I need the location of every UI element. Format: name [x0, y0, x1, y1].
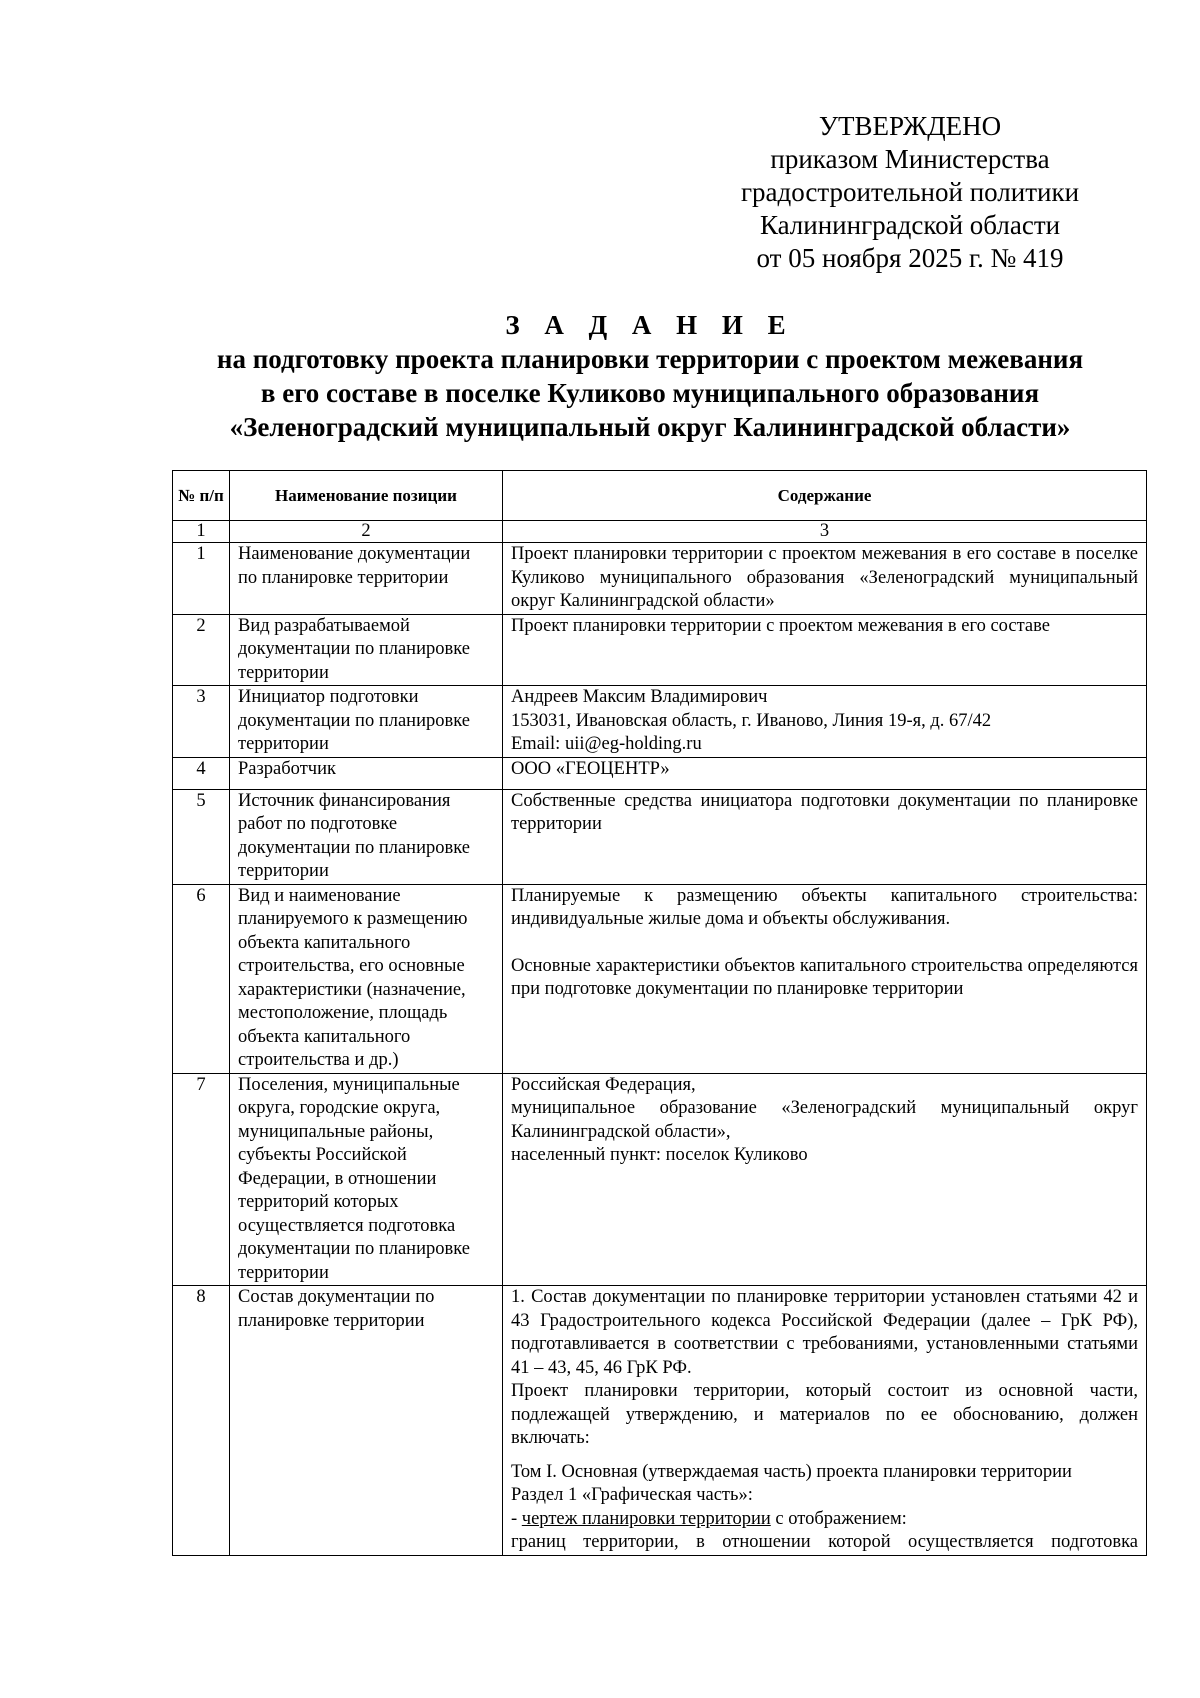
row-content — [503, 884, 1147, 1073]
row-name: Состав документации по планировке территории — [230, 1286, 503, 1556]
row-content-text: Проект планировки территории с проектом межевания в его составе — [511, 615, 1050, 636]
section-title: Раздел 1 «Графическая часть»: — [511, 1485, 753, 1505]
row-content — [503, 1286, 1147, 1556]
row-num: 1 — [173, 543, 230, 615]
row-content — [503, 757, 1147, 789]
table-row — [173, 1073, 1147, 1286]
bullet-link-text: чертеж планировки территории — [521, 1508, 771, 1529]
bullet-item — [511, 1508, 1138, 1532]
initiator-email: Email: uii@eg-holding.ru — [511, 734, 702, 754]
approval-block — [720, 110, 1100, 275]
row-num: 4 — [173, 757, 230, 789]
row-content-text: Собственные средства инициатора подготовки документации по планировке территории — [511, 790, 1138, 834]
row-content-text: Планируемые к размещению объекты капитального строительства: индивидуальные жилые дома и объекты обслуживания. — [511, 885, 1138, 929]
initiator-name: Андреев Максим Владимирович — [511, 687, 768, 707]
table-index-row — [173, 521, 1147, 543]
row-num: 3 — [173, 686, 230, 758]
table-row — [173, 789, 1147, 884]
header-content: Содержание — [503, 471, 1147, 521]
table-row — [173, 884, 1147, 1073]
row-name: Разработчик — [230, 757, 503, 789]
row-name: Вид и наименование планируемого к размещению объекта капитального строительства, его основные характеристики (назначение, местоположение, площадь объекта капитального строительства и др.) — [230, 884, 503, 1073]
row-num: 8 — [173, 1286, 230, 1556]
table-row — [173, 543, 1147, 615]
bullet-suffix: с отображением: — [770, 1508, 907, 1529]
task-table — [172, 470, 1147, 1556]
index-cell: 3 — [503, 521, 1147, 543]
row-content-text: муниципальное образование «Зеленоградский муниципальный округ Калининградской области», — [511, 1098, 1138, 1142]
title-line-2: в его составе в поселке Куликово муниципального образования — [260, 378, 1040, 408]
row-content-text: населенный пункт: поселок Куликово — [511, 1145, 808, 1165]
row-content-text: Российская Федерация, — [511, 1074, 696, 1095]
index-cell: 2 — [230, 521, 503, 543]
header-name: Наименование позиции — [230, 471, 503, 521]
volume-title: Том I. Основная (утверждаемая часть) проекта планировки территории — [511, 1461, 1072, 1482]
row-name: Инициатор подготовки документации по планировке территории — [230, 686, 503, 758]
approval-order: приказом Министерства — [770, 144, 1050, 174]
row-num: 5 — [173, 789, 230, 884]
table-header-row — [173, 471, 1147, 521]
initiator-address: 153031, Ивановская область, г. Иваново, Линия 19-я, д. 67/42 — [511, 710, 992, 731]
approval-status: УТВЕРЖДЕНО — [818, 111, 1002, 141]
row-name: Поселения, муниципальные округа, городские округа, муниципальные районы, субъекты Российской Федерации, в отношении территорий которых осуществляется подготовка документации по планировке территории — [230, 1073, 503, 1286]
row-content — [503, 543, 1147, 615]
row-num: 2 — [173, 614, 230, 686]
approval-region: Калининградской области — [759, 210, 1061, 240]
row-content — [503, 789, 1147, 884]
title-heading: З А Д А Н И Е — [505, 310, 795, 340]
bullet-dash: - — [511, 1508, 522, 1529]
row-content — [503, 1073, 1147, 1286]
row-name: Вид разрабатываемой документации по планировке территории — [230, 614, 503, 686]
row-content — [503, 614, 1147, 686]
row-content-text: Проект планировки территории с проектом межевания в его составе в поселке Куликово муниципального образования «Зеленоградский муниципальный округ Калининградской области» — [511, 544, 1138, 611]
row-content-text: границ территории, в отношении которой осуществляется подготовка — [511, 1532, 1138, 1552]
table-row — [173, 686, 1147, 758]
index-cell: 1 — [173, 521, 230, 543]
row-content-text: 1. Состав документации по планировке территории установлен статьями 42 и 43 Градостроительного кодекса Российской Федерации (далее – ГрК РФ), подготавливается в соответствии с требованиями, установленными статьями 41 – 43, 45, 46 ГрК РФ. — [511, 1287, 1138, 1378]
row-content-text: Основные характеристики объектов капитального строительства определяются при подготовке документации по планировке территории — [511, 955, 1138, 999]
header-num: № п/п — [173, 471, 230, 521]
row-num: 6 — [173, 884, 230, 1073]
row-content-text: Проект планировки территории, который состоит из основной части, подлежащей утверждению, и материалов по ее обоснованию, должен включать: — [511, 1381, 1138, 1448]
table-row — [173, 757, 1147, 789]
row-name: Наименование документации по планировке территории — [230, 543, 503, 615]
row-num: 7 — [173, 1073, 230, 1286]
row-content — [503, 686, 1147, 758]
table-row — [173, 1286, 1147, 1556]
title-line-1: на подготовку проекта планировки территории с проектом межевания — [216, 344, 1084, 374]
approval-ministry: градостроительной политики — [740, 177, 1080, 207]
approval-date: от 05 ноября 2025 г. № 419 — [756, 243, 1064, 273]
table-row — [173, 614, 1147, 686]
title-line-3: «Зеленоградский муниципальный округ Калининградской области» — [229, 412, 1071, 442]
document-title — [120, 308, 1180, 444]
row-name: Источник финансирования работ по подготовке документации по планировке территории — [230, 789, 503, 884]
developer-name: ООО «ГЕОЦЕНТР» — [511, 758, 670, 779]
